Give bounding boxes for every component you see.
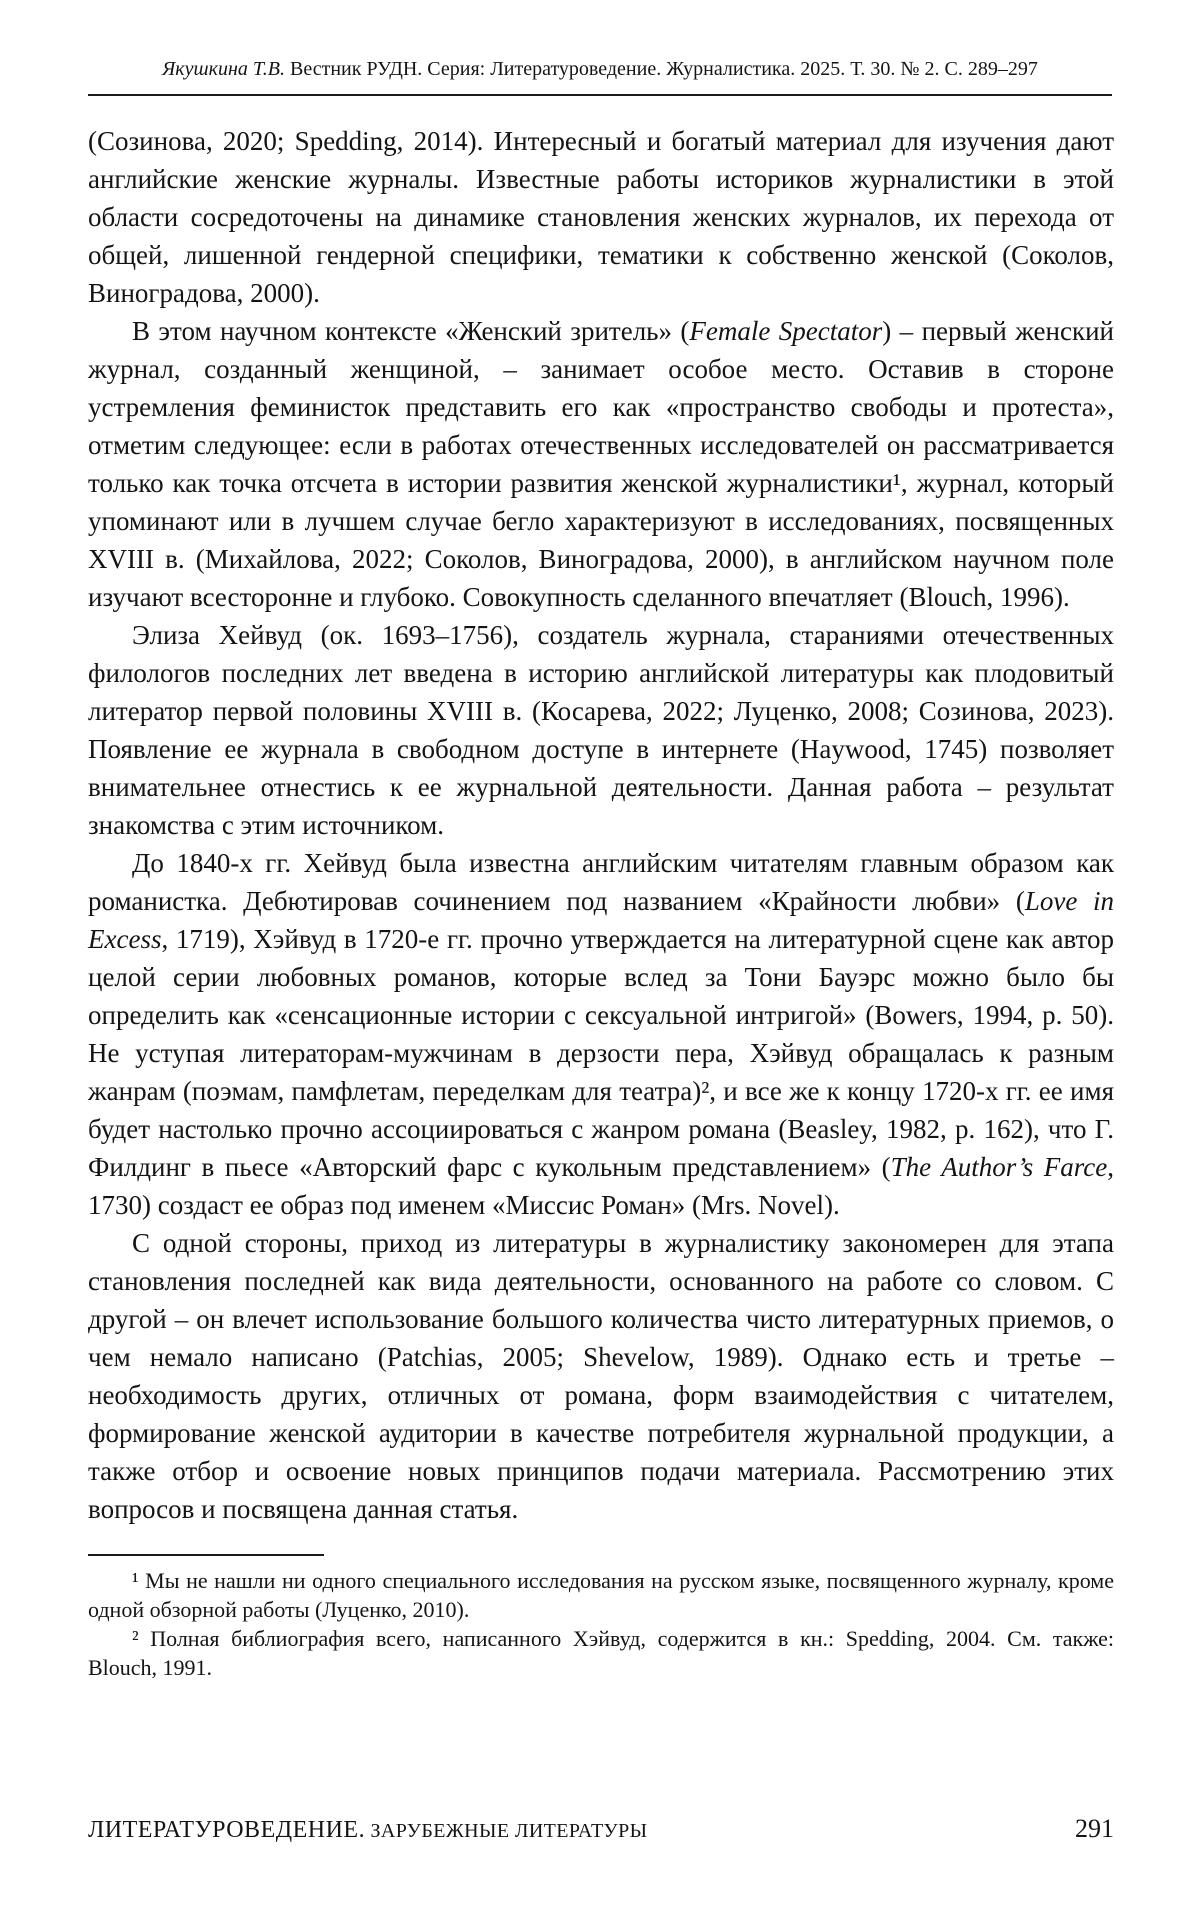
running-header	[88, 56, 1112, 96]
footer-section: ЛИТЕРАТУРОВЕДЕНИЕ.	[88, 1817, 366, 1843]
footnotes-block	[88, 1554, 1114, 1682]
paragraph: С одной стороны, приход из литературы в журналистику закономерен для этапа становления последней как вида деятельности, основанного на работе со словом. С другой – он влечет использование большого количества чисто литературных приемов, о чем немало написано (Patchias, 2005; Shevelow, 1989). Однако есть и третье – необходимость других, отличных от романа, форм взаимодействия с читателем, формирование женской аудитории в качестве потребителя журнальной продукции, а также отбор и освоение новых принципов подачи материала. Рассмотрению этих вопросов и посвящена данная статья.	[88, 1228, 1114, 1524]
paragraph: ¹ Мы не нашли ни одного специального исследования на русском языке, посвященного журналу, кроме одной обзорной работы (Луценко, 2010).	[88, 1568, 1114, 1622]
body-paragraphs	[88, 122, 1114, 1528]
footer-subsection: ЗАРУБЕЖНЫЕ ЛИТЕРАТУРЫ	[365, 1820, 648, 1842]
running-footer	[88, 1814, 1114, 1844]
paragraph: ² Полная библиография всего, написанного Хэйвуд, содержится в кн.: Spedding, 2004. См. также: Blouch, 1991.	[88, 1626, 1114, 1680]
paragraph: Элиза Хейвуд (ок. 1693–1756), создатель журнала, стараниями отечественных филологов последних лет введена в историю английской литературы как плодовитый литератор первой половины XVIII в. (Косарева, 2022; Луценко, 2008; Созинова, 2023). Появление ее журнала в свободном доступе в интернете (Haywood, 1745) позволяет внимательнее отнестись к ее журнальной деятельности. Данная работа – результат знакомства с этим источником.	[88, 620, 1114, 840]
footer-section-label	[88, 1817, 647, 1844]
article-body	[88, 122, 1114, 1682]
footnote-divider	[88, 1554, 324, 1556]
page-number: 291	[1075, 1814, 1114, 1843]
paragraph: (Созинова, 2020; Spedding, 2014). Интересный и богатый материал для изучения дают английские женские журналы. Известные работы историков журналистики в этой области сосредоточены на динамике становления женских журналов, их перехода от общей, лишенной гендерной специфики, тематики к собственно женской (Соколов, Виноградова, 2000).	[88, 126, 1114, 308]
paragraph: В этом научном контексте «Женский зритель» (Female Spectator) – первый женский журнал, созданный женщиной, – занимает особое место. Оставив в стороне устремления феминисток представить его как «пространство свободы и протеста», отметим следующее: если в работах отечественных исследователей он рассматривается только как точка отсчета в истории развития женской журналистики¹, журнал, который упоминают или в лучшем случае бегло характеризуют в исследованиях, посвященных XVIII в. (Михайлова, 2022; Соколов, Виноградова, 2000), в английском научном поле изучают всесторонне и глубоко. Совокупность сделанного впечатляет (Blouch, 1996).	[88, 316, 1114, 612]
running-header-author: Якушкина Т.В.	[162, 58, 285, 80]
paragraph: До 1840-х гг. Хейвуд была известна английским читателям главным образом как романистка. Дебютировав сочинением под названием «Крайности любви» (Love in Excess, 1719), Хэйвуд в 1720-е гг. прочно утверждается на литературной сцене как автор целой серии любовных романов, которые вслед за Тони Бауэрс можно было бы определить как «сенсационные истории с сексуальной интригой» (Bowers, 1994, p. 50). Не уступая литераторам-мужчинам в дерзости пера, Хэйвуд обращалась к разным жанрам (поэмам, памфлетам, переделкам для театра)², и все же к концу 1720-х гг. ее имя будет настолько прочно ассоциироваться с жанром романа (Beasley, 1982, p. 162), что Г. Филдинг в пьесе «Авторский фарс с кукольным представлением» (The Author’s Farce, 1730) создаст ее образ под именем «Миссис Роман» (Mrs. Novel).	[88, 848, 1114, 1220]
running-header-source: Вестник РУДН. Серия: Литературоведение. Журналистика. 2025. Т. 30. № 2. С. 289–297	[284, 58, 1038, 80]
footnote-paragraphs	[88, 1566, 1114, 1682]
